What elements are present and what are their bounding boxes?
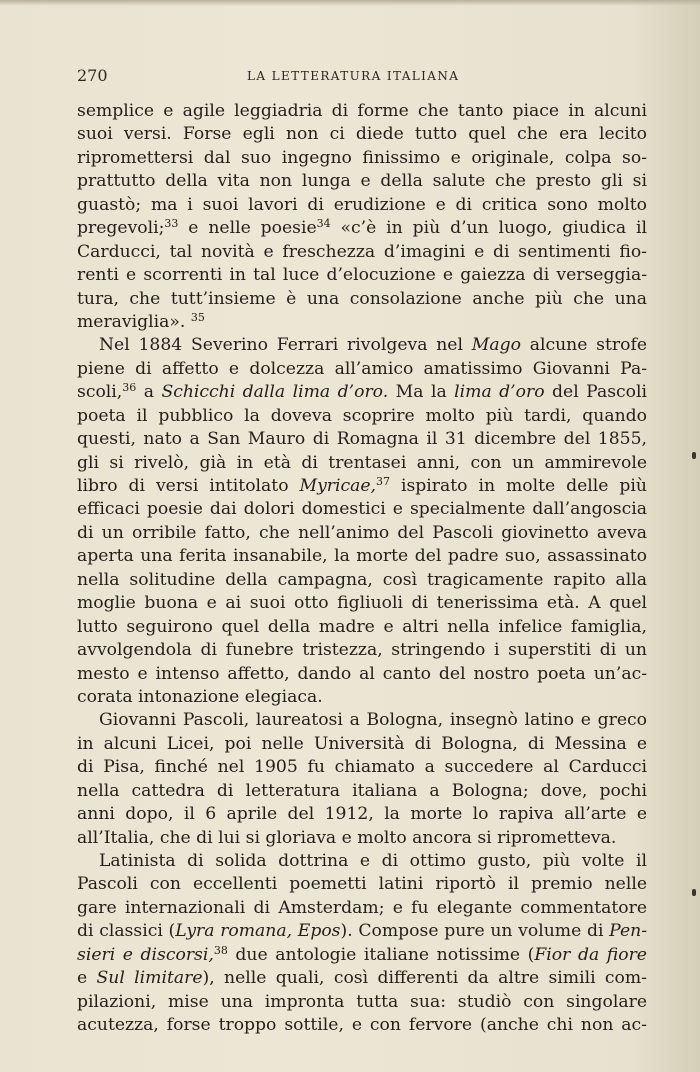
text-line [77,475,647,498]
page-margin-mark [692,452,696,459]
footnote-ref: 38 [213,943,228,957]
text-line: all’Italia, che di lui si gloriava e molto ancora si riprometteva. [77,827,617,848]
text-line: in alcuni Licei, poi nelle Università di Bologna, di Messina e [77,733,647,754]
text-line: pilazioni, mise una impronta tutta sua: studiò con singolare [77,991,647,1012]
italic-title: lima d’oro [454,382,545,403]
text-line: tura, che tutt’insieme è una consolazione anche più che una [77,288,647,309]
text-line: piene di affetto e dolcezza all’amico amatissimo Giovanni Pa- [77,358,647,379]
text-run: pregevoli; [77,218,165,239]
text-line: lutto seguirono quel della madre e altri nella infelice famiglia, [77,616,647,637]
body-text [77,100,647,1038]
footnote-ref: 36 [122,381,137,395]
text-line [77,311,647,334]
text-run: ). Compose pure un volume di [340,921,610,942]
text-line: efficaci poesie dai dolori domestici e specialmente dall’angoscia [77,499,647,520]
italic-title: Fior da fiore [534,944,647,965]
text-line: nella solitudine della campagna, così tragicamente rapito alla [77,569,647,590]
italic-title: Myricae, [299,476,377,496]
running-head: LA LETTERATURA ITALIANA [247,69,460,83]
footnote-ref: 35 [190,310,205,324]
text-line: mesto e intenso affetto, dando al canto del nostro poeta un’ac- [77,663,647,684]
text-line [77,381,647,404]
text-run: due antologie italiane notissime ( [227,944,535,965]
text-run: e nelle poesie [178,218,317,239]
italic-title: Mago [471,335,521,356]
text-line: aperta una ferita insanabile, la morte del padre suo, assassinato [77,546,647,567]
text-line [77,967,647,990]
text-line [77,920,647,943]
text-line: corata intonazione elegiaca. [77,686,323,707]
text-run: ispirato in molte delle più [390,476,647,496]
text-run: Nel 1884 Severino Ferrari rivolgeva nel [99,335,472,356]
text-line: acutezza, forse troppo sottile, e con fervore (anche chi non ac- [77,1015,647,1036]
text-line: semplice e agile leggiadria di forme che tanto piace in alcuni [77,101,647,121]
text-line: gare internazionali di Amsterdam; e fu elegante commentatore [77,897,647,918]
text-run: «c’è in più d’un luogo, giudica il [330,218,647,239]
text-line: Pascoli con eccellenti poemetti latini riportò il premio nelle [77,874,647,895]
footnote-ref: 37 [376,475,391,488]
text-line [77,944,647,967]
text-run: Ma la [388,382,455,403]
text-line: di un orribile fatto, che nell’animo del Pascoli giovinetto aveva [77,522,647,543]
text-run: di classici ( [77,921,176,942]
text-run: scoli, [77,382,123,403]
text-run: libro di versi intitolato [77,476,300,496]
text-line [77,217,647,240]
italic-title: Lyra romana, Epos [175,921,341,942]
italic-title: Sul limitare [96,968,203,989]
text-line: avvolgendola di funebre tristezza, stringendo i superstiti di un [77,640,647,661]
text-line: ripromettersi dal suo ingegno finissimo e originale, colpa so- [77,147,647,168]
text-line: nella cattedra di letteratura italiana a Bologna; dove, pochi [77,780,647,801]
text-line: suoi versi. Forse egli non ci diede tutto quel che era lecito [77,124,647,145]
text-line: renti e scorrenti in tal luce d’elocuzione e gaiezza di verseggia- [77,265,647,286]
italic-title: Pen- [609,921,647,942]
text-run: del Pascoli [544,382,647,403]
italic-title: Schicchi dalla lima d’oro. [161,382,389,403]
text-line: prattutto della vita non lunga e della salute che presto gli si [77,171,647,192]
text-run: meraviglia». [77,311,191,332]
italic-title: sieri e discorsi, [77,944,214,965]
page-header [77,66,647,90]
footnote-ref: 33 [164,217,179,231]
text-run: alcune strofe [520,335,647,356]
text-line: di Pisa, finché nel 1905 fu chiamato a succedere al Carducci [77,757,647,778]
text-line: Latinista di solida dottrina e di ottimo gusto, più volte il [99,851,647,871]
text-line: anni dopo, il 6 aprile del 1912, la morte lo rapiva all’arte e [77,804,647,825]
page-top-edge [0,0,700,6]
page-number: 270 [77,66,108,85]
text-line [77,334,647,357]
text-run: e [77,968,97,989]
text-line: Giovanni Pascoli, laureatosi a Bologna, insegnò latino e greco [99,710,647,731]
page-margin-mark [692,889,696,896]
text-line: poeta il pubblico la doveva scoprire molto più tardi, quando [77,405,647,426]
text-line: questi, nato a San Mauro di Romagna il 31 dicembre del 1855, [77,429,647,450]
text-line: gli si rivelò, già in età di trentasei anni, con un ammirevole [77,452,647,473]
text-line: moglie buona e ai suoi otto figliuoli di tenerissima età. A quel [77,593,647,614]
text-run: ), nelle quali, così differenti da altre simili com- [202,968,647,989]
text-line: Carducci, tal novità e freschezza d’imagini e di sentimenti fio- [77,241,647,262]
text-run: a [136,382,162,403]
text-line: guastò; ma i suoi lavori di erudizione e di critica sono molto [77,194,647,215]
footnote-ref: 34 [316,217,331,231]
